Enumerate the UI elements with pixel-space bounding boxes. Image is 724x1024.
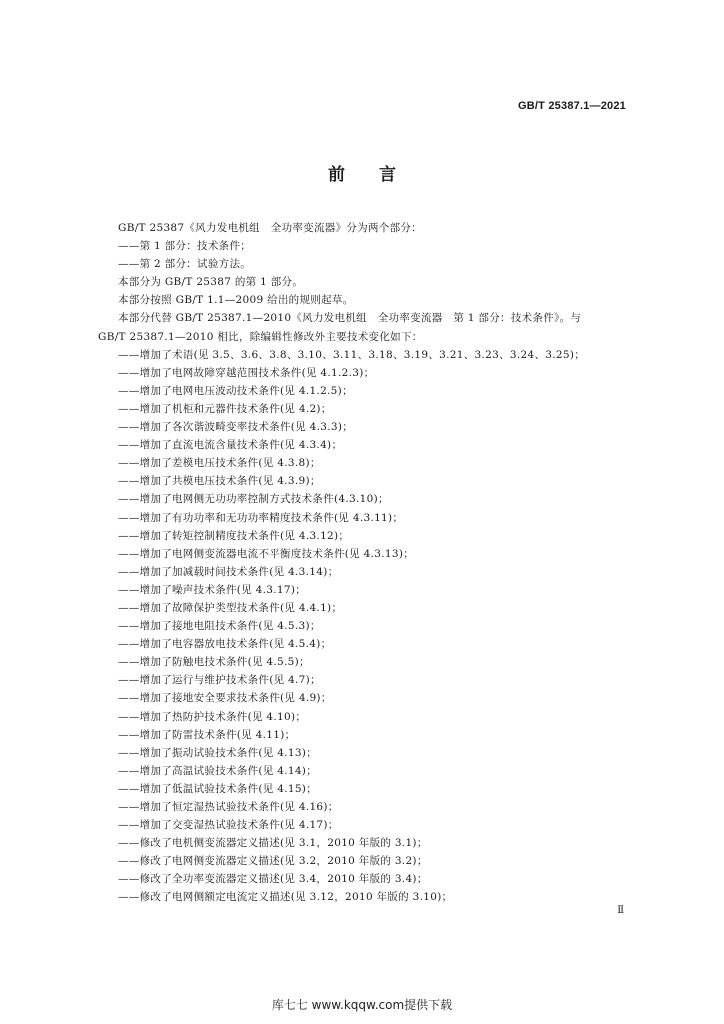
paragraph-line: GB/T 25387.1—2010 相比，除编辑性修改外主要技术变化如下： [98, 330, 423, 343]
paragraph-line: 本部分为 GB/T 25387 的第 1 部分。 [118, 276, 304, 289]
paragraph-line: ——增加了加减载时间技术条件(见 4.3.14)； [118, 565, 339, 578]
paragraph-line: ——增加了共模电压技术条件(见 4.3.9)； [118, 475, 321, 488]
paragraph-line: ——增加了电网电压波动技术条件(见 4.1.2.5)； [118, 384, 353, 397]
paragraph-line: ——增加了交变湿热试验技术条件(见 4.17)； [118, 819, 339, 832]
paragraph-line: ——增加了恒定湿热试验技术条件(见 4.16)； [118, 801, 339, 813]
paragraph-line: ——增加了直流电流含量技术条件(见 4.3.4)； [118, 439, 343, 452]
paragraph-line: 本部分代替 GB/T 25387.1—2010《风力发电机组 全功率变流器 第 1 部分：技术条件》。与 [118, 312, 582, 325]
paragraph-line: ——增加了运行与维护技术条件(见 4.7)； [118, 674, 321, 687]
paragraph-line: ——第 1 部分：技术条件； [118, 240, 252, 253]
paragraph-line: ——增加了各次谐波畸变率技术条件(见 4.3.3)； [118, 421, 354, 434]
standard-code: GB/T 25387.1—2021 [518, 100, 626, 112]
paragraph-line: ——增加了热防护技术条件(见 4.10)； [118, 710, 307, 723]
paragraph-line: ——修改了全功率变流器定义描述(见 3.4，2010 年版的 3.4)； [118, 873, 428, 886]
paragraph-line: ——增加了有功功率和无功功率精度技术条件(见 4.3.11)； [118, 511, 404, 524]
paragraph-line: ——增加了防雷技术条件(见 4.11)； [118, 728, 296, 741]
paragraph-line: ——增加了接地电阻技术条件(见 4.5.3)； [118, 620, 321, 633]
paragraph-line: ——增加了防触电技术条件(见 4.5.5)； [118, 656, 310, 669]
paragraph-line: ——增加了机柜和元器件技术条件(见 4.2)； [118, 402, 332, 415]
download-footer: 库七七 www.kqqw.com提供下载 [271, 998, 453, 1012]
paragraph-line: ——增加了术语(见 3.5、3.6、3.8、3.10、3.11、3.18、3.19、3.21、3.23、3.24、3.25)； [118, 348, 586, 361]
page-title: 前言 [328, 165, 430, 185]
page-number: Ⅱ [617, 905, 624, 916]
paragraph-line: ——修改了电网侧额定电流定义描述(见 3.12，2010 年版的 3.10)； [118, 891, 453, 904]
paragraph-line: ——增加了转矩控制精度技术条件(见 4.3.12)； [118, 529, 350, 542]
paragraph-line: ——修改了电机侧变流器定义描述(见 3.1，2010 年版的 3.1)； [118, 837, 428, 850]
paragraph-line: ——增加了电网侧无功功率控制方式技术条件(4.3.10)； [118, 493, 389, 506]
paragraph-line: ——增加了高温试验技术条件(见 4.14)； [118, 764, 318, 777]
paragraph-line: ——增加了接地安全要求技术条件(见 4.9)； [118, 692, 332, 705]
paragraph-line: ——增加了故障保护类型技术条件(见 4.4.1)； [118, 601, 343, 614]
paragraph-line: ——增加了电网侧变流器电流不平衡度技术条件(见 4.3.13)； [118, 547, 415, 560]
paragraph-line: ——第 2 部分：试验方法。 [118, 258, 252, 271]
paragraph-line: ——增加了电网故障穿越范围技术条件(见 4.1.2.3)； [118, 366, 375, 379]
paragraph-line: ——增加了噪声技术条件(见 4.3.17)； [118, 583, 307, 596]
paragraph-line: ——增加了振动试验技术条件(见 4.13)； [118, 746, 318, 759]
paragraph-line: ——增加了差模电压技术条件(见 4.3.8)； [118, 457, 321, 470]
paragraph-line: ——修改了电网侧变流器定义描述(见 3.2，2010 年版的 3.2)； [118, 855, 428, 868]
paragraph-line: ——增加了电容器放电技术条件(见 4.5.4)； [118, 638, 332, 651]
paragraph-line: 本部分按照 GB/T 1.1—2009 给出的规则起草。 [118, 294, 354, 307]
foreword-body [98, 219, 630, 907]
paragraph-line: GB/T 25387《风力发电机组 全功率变流器》分为两个部分： [118, 222, 422, 234]
paragraph-line: ——增加了低温试验技术条件(见 4.15)； [118, 782, 318, 795]
